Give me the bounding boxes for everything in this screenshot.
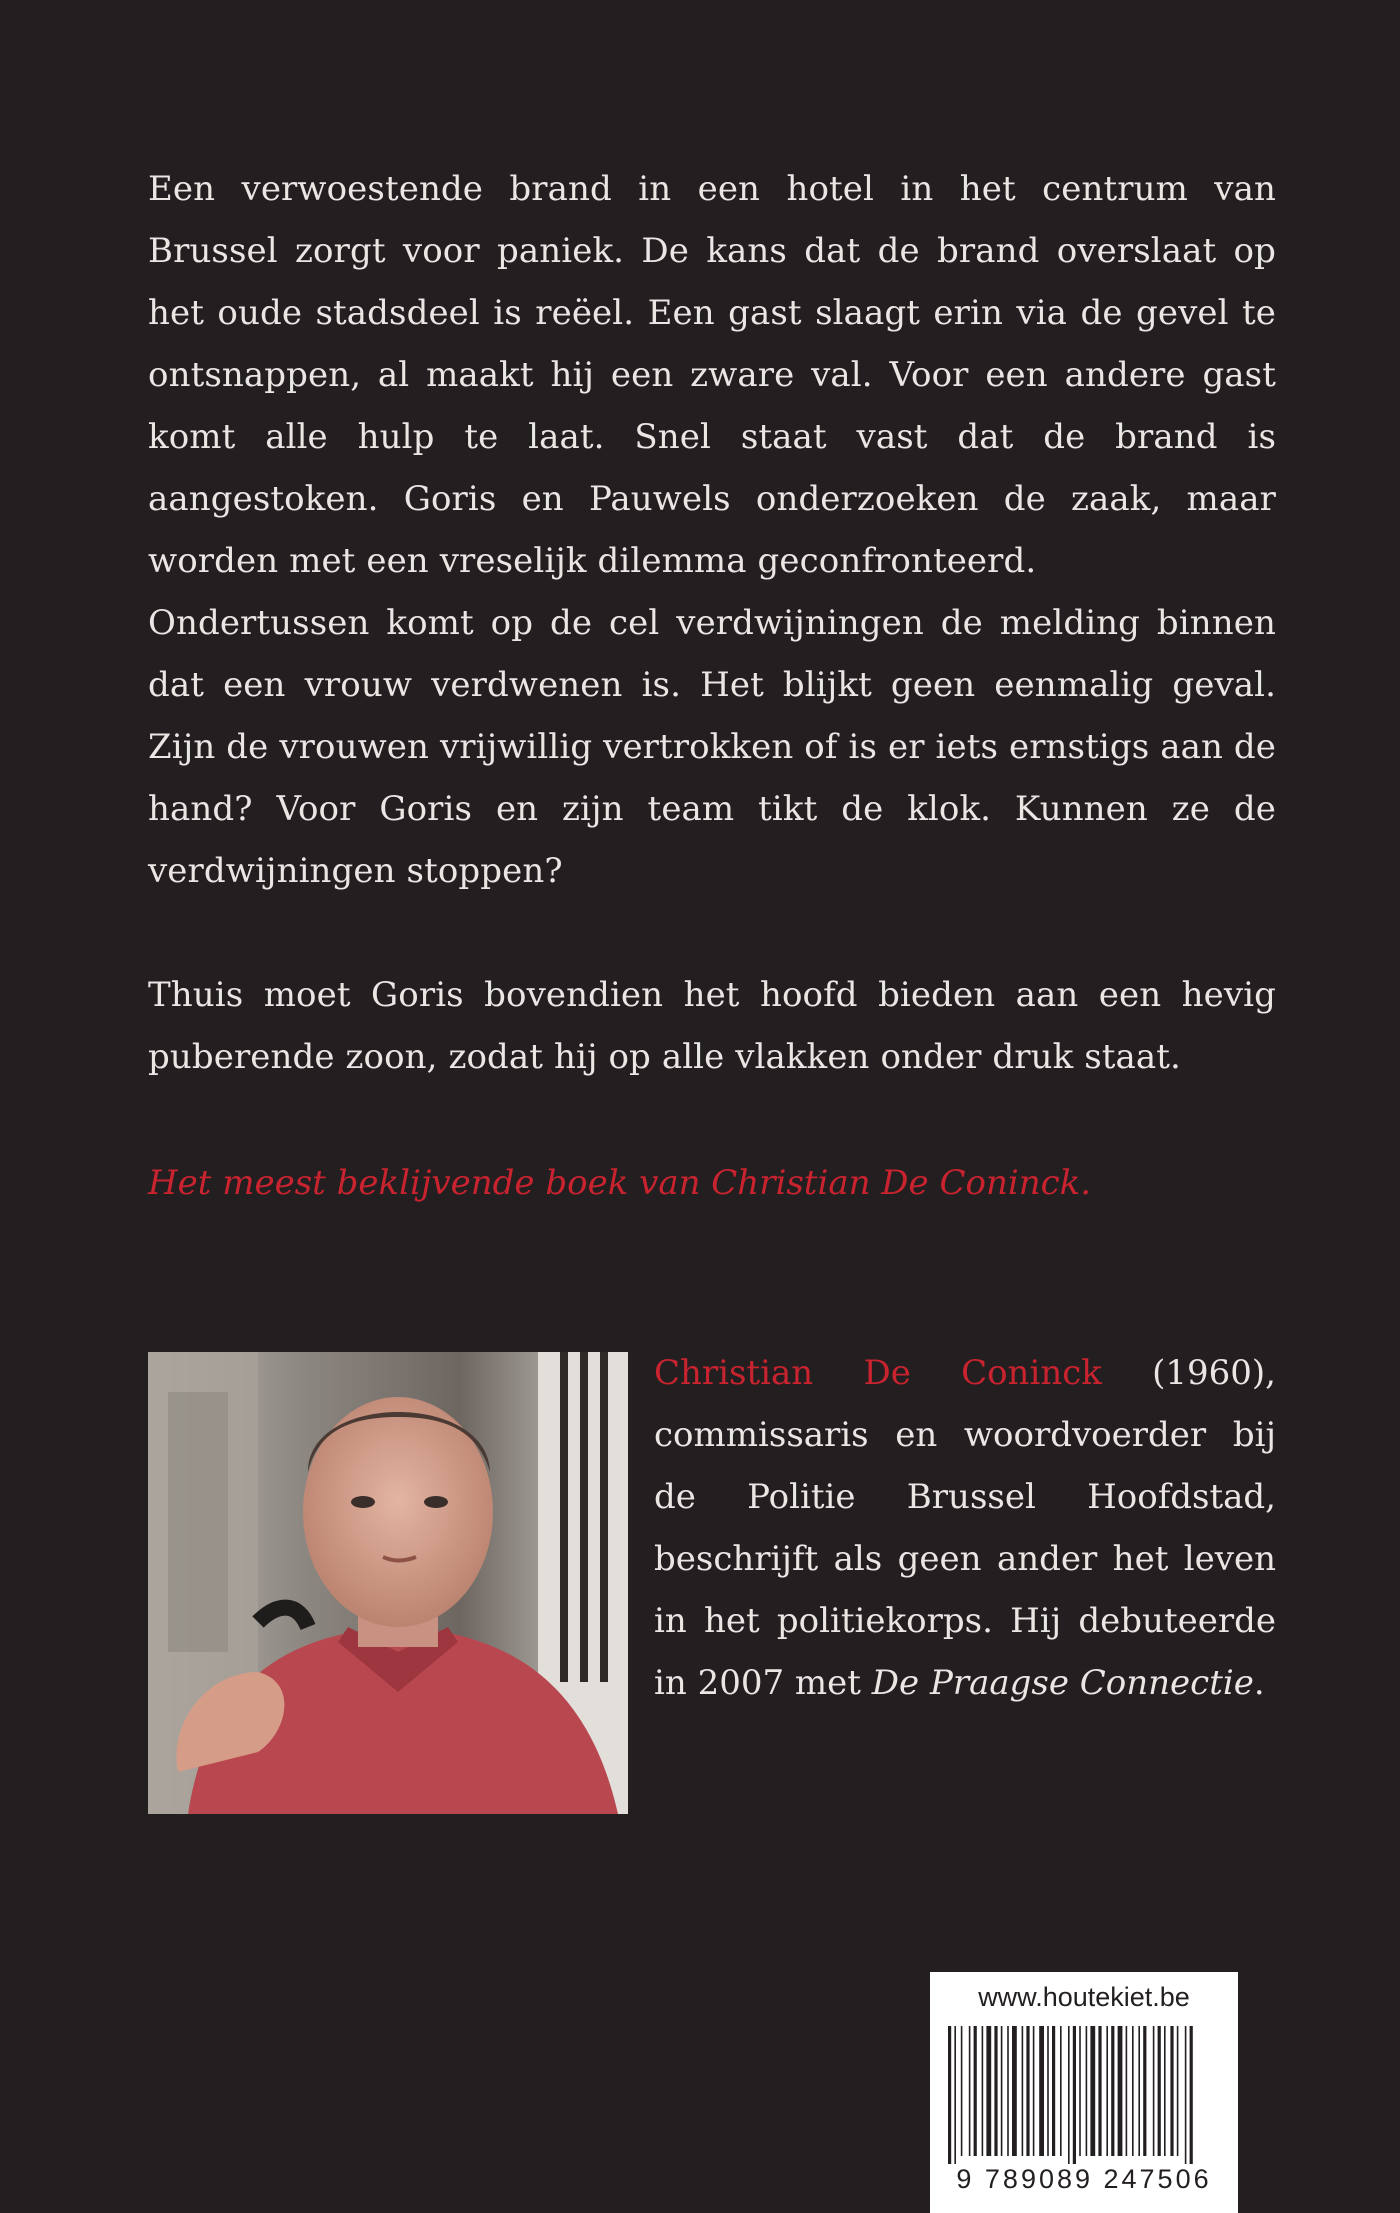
barcode-bar (1190, 2026, 1193, 2164)
blurb-paragraph-2: Ondertussen komt op de cel verdwijningen de melding binnen dat een vrouw verdwenen is. Het blijkt geen eenmalig geval. Zijn de vrouwen vrijwillig vertrokken of is er iets ernstigs aan de hand? Voor Goris en zijn team tikt de klok. Kunnen ze de verdwijningen stoppen? (148, 603, 1276, 891)
barcode-bar (982, 2026, 984, 2156)
publisher-website: www.houtekiet.be (978, 1982, 1190, 2012)
barcode-bar (1039, 2026, 1044, 2156)
barcode-bar (1068, 2026, 1070, 2164)
barcode-bar (1118, 2026, 1123, 2156)
barcode-bar (1052, 2026, 1055, 2156)
barcode-bar (954, 2026, 956, 2164)
barcode-bar (1106, 2026, 1108, 2156)
debut-book-title: De Praagse Connectie (871, 1663, 1254, 1703)
barcode-bar (1007, 2026, 1009, 2156)
barcode-bar (1158, 2026, 1161, 2156)
barcode-bar (1026, 2026, 1029, 2156)
barcode-bar (1111, 2026, 1114, 2156)
barcode-bar (1177, 2026, 1179, 2156)
barcode-bar (1012, 2026, 1017, 2156)
isbn-number: 9 789089 247506 (956, 2164, 1212, 2194)
barcode-bar (961, 2026, 963, 2156)
barcode-bar (1185, 2026, 1187, 2164)
barcode-bar (1098, 2026, 1101, 2156)
barcode-bar (1001, 2026, 1003, 2156)
barcode-bar (1022, 2026, 1024, 2156)
author-bio-end: . (1253, 1663, 1265, 1703)
barcode-bar (1170, 2026, 1173, 2156)
barcode-label (930, 1972, 1238, 2213)
barcode-bar (1086, 2026, 1088, 2156)
barcode-bar (969, 2026, 971, 2156)
barcode-bar (1132, 2026, 1134, 2156)
barcode-bar (1047, 2026, 1049, 2156)
author-photo (148, 1352, 628, 1814)
author-portrait-illustration (148, 1352, 628, 1814)
barcode-bar (1126, 2026, 1128, 2156)
author-bio (654, 1342, 1276, 1714)
barcode-bar (1090, 2026, 1095, 2156)
blurb-paragraph-1: Een verwoestende brand in een hotel in het centrum van Brussel zorgt voor paniek. De kans dat de brand overslaat op het oude stadsdeel is reëel. Een gast slaagt erin via de gevel te ontsnappen, al maakt hij een zware val. Voor een andere gast komt alle hulp te laat. Snel staat vast dat de brand is aangestoken. Goris en Pauwels onderzoeken de zaak, maar worden met een vreselijk dilemma geconfronteerd. (148, 169, 1276, 581)
barcode-bar (1153, 2026, 1155, 2156)
barcode-bar (1164, 2026, 1166, 2156)
barcode-bar (994, 2026, 997, 2156)
barcode-bar (1079, 2026, 1081, 2156)
barcode-bar (986, 2026, 991, 2156)
barcode-bar (1073, 2026, 1076, 2164)
author-bio-text: (1960), commissaris en woordvoerder bij de Politie Brussel Hoofdstad, beschrijft als geen ander het leven in het politiekorps. Hij debuteerde in 2007 met (654, 1353, 1276, 1703)
tagline: Het meest beklijvende boek van Christian De Coninck. (148, 1163, 1092, 1203)
barcode-bar (1033, 2026, 1035, 2156)
isbn-barcode (944, 2026, 1224, 2164)
author-name: Christian De Coninck (654, 1353, 1102, 1393)
barcode-bar (974, 2026, 977, 2156)
barcode-bar (1060, 2026, 1062, 2156)
barcode-bar (1143, 2026, 1146, 2156)
barcode-bar (1138, 2026, 1140, 2156)
barcode-bar (948, 2026, 951, 2164)
blurb-paragraph-3: Thuis moet Goris bovendien het hoofd bieden aan een hevig puberende zoon, zodat hij op alle vlakken onder druk staat. (148, 975, 1276, 1077)
